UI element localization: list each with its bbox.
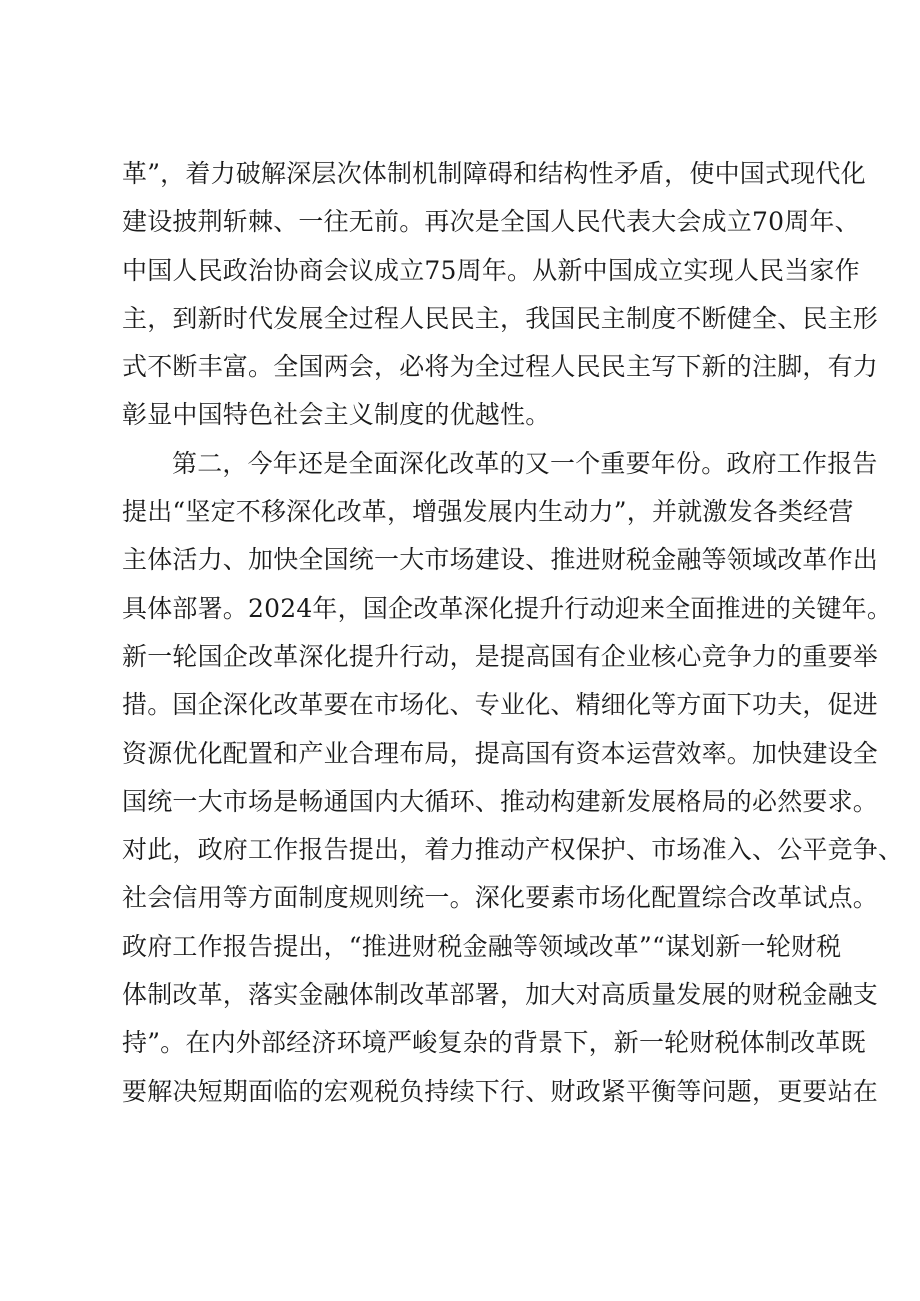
text-line: 主，到新时代发展全过程人民民主，我国民主制度不断健全、民主形 xyxy=(122,303,879,333)
text-line: 要解决短期面临的宏观税负持续下行、财政紧平衡等问题，更要站在 xyxy=(122,1076,879,1106)
text-line: 具体部署。2024年，国企改革深化提升行动迎来全面推进的关键年。 xyxy=(122,593,893,623)
text-line: 中国人民政治协商会议成立75周年。从新中国成立实现人民当家作 xyxy=(122,255,860,285)
text-line: 社会信用等方面制度规则统一。深化要素市场化配置综合改革试点。 xyxy=(122,883,879,913)
text-line: 新一轮国企改革深化提升行动，是提高国有企业核心竞争力的重要举 xyxy=(122,641,879,671)
text-line: 主体活力、加快全国统一大市场建设、推进财税金融等领域改革作出 xyxy=(122,545,879,575)
text-line: 提出“坚定不移深化改革，增强发展内生动力”，并就激发各类经营 xyxy=(122,497,854,527)
paragraph-1 xyxy=(122,150,879,440)
text-line: 革”，着力破解深层次体制机制障碍和结构性矛盾，使中国式现代化 xyxy=(122,159,866,188)
body-text xyxy=(122,150,904,1116)
text-line: 政府工作报告提出，“推进财税金融等领域改革”“谋划新一轮财税 xyxy=(122,931,842,961)
text-line: 国统一大市场是畅通国内大循环、推动构建新发展格局的必然要求。 xyxy=(122,786,879,816)
text-line: 第二，今年还是全面深化改革的又一个重要年份。政府工作报告 xyxy=(172,448,878,478)
text-line: 式不断丰富。全国两会，必将为全过程人民民主写下新的注脚，有力 xyxy=(122,352,879,382)
text-line: 彰显中国特色社会主义制度的优越性。 xyxy=(122,400,551,430)
text-line: 措。国企深化改革要在市场化、专业化、精细化等方面下功夫，促进 xyxy=(122,690,879,720)
text-line: 建设披荆斩棘、一往无前。再次是全国人民代表大会成立70周年、 xyxy=(122,207,860,237)
paragraph-2 xyxy=(122,440,904,1116)
text-line: 对此，政府工作报告提出，着力推动产权保护、市场准入、公平竞争、 xyxy=(122,835,904,865)
text-line: 资源优化配置和产业合理布局，提高国有资本运营效率。加快建设全 xyxy=(122,738,879,768)
text-line: 持”。在内外部经济环境严峻复杂的背景下，新一轮财税体制改革既 xyxy=(122,1028,866,1058)
text-line: 体制改革，落实金融体制改革部署，加大对高质量发展的财税金融支 xyxy=(122,980,879,1010)
